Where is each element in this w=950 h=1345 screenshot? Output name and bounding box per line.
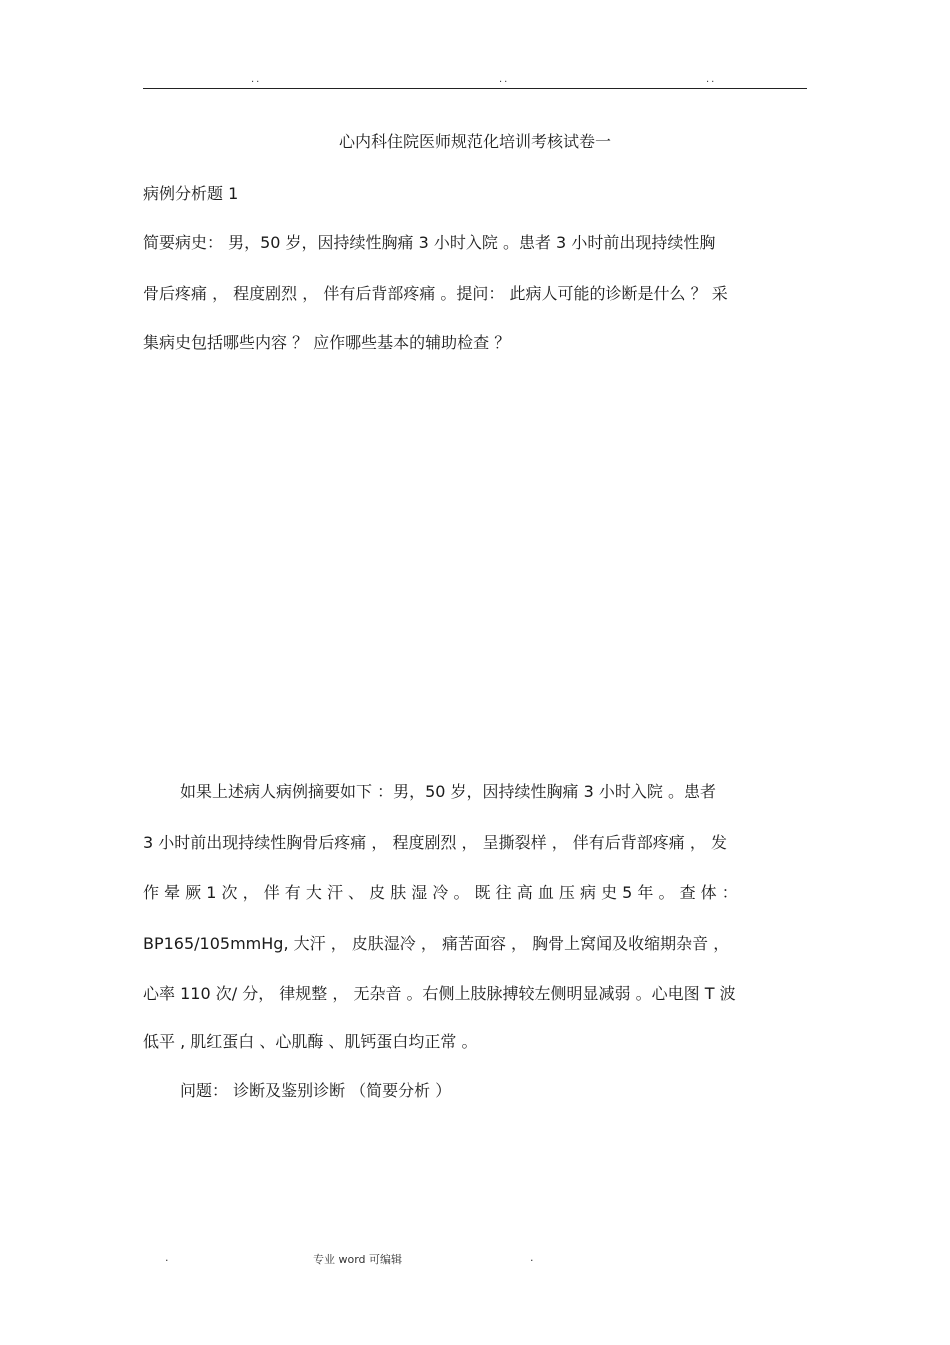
- case1-line-2: 骨后疼痛 ， 程度剧烈 ， 伴有后背部疼痛 。提问： 此病人可能的诊断是什么 ？ 采: [143, 284, 728, 303]
- case1-line-3: 集病史包括哪些内容 ？ 应作哪些基本的辅助检查 ？: [143, 333, 511, 352]
- footer-dot-left: .: [165, 1251, 169, 1264]
- case1-heading: 病例分析题 1: [143, 184, 239, 203]
- case2-question: 问题： 诊断及鉴别诊断 （简要分析 ）: [180, 1081, 452, 1100]
- case2-line-1: 如果上述病人病例摘要如下 ：男，50 岁，因持续性胸痛 3 小时入院 。患者: [180, 782, 716, 801]
- header-rule: [143, 88, 807, 89]
- case1-line-1: 简要病史： 男，50 岁，因持续性胸痛 3 小时入院 。患者 3 小时前出现持续性胸: [143, 233, 716, 252]
- case2-line-5: 心率 110 次/ 分， 律规整 ， 无杂音 。右侧上肢脉搏较左侧明显减弱 。心电图 T 波: [143, 984, 736, 1003]
- header-dots-center: ..: [499, 74, 510, 85]
- case2-line-3: 作 晕 厥 1 次 ， 伴 有 大 汗 、 皮 肤 湿 冷 。 既 往 高 血 压 病 史 5 年 。 查 体 ：: [143, 883, 738, 902]
- case2-line-6: 低平 , 肌红蛋白 、心肌酶 、肌钙蛋白均正常 。: [143, 1032, 478, 1051]
- header-dots-right: ..: [706, 74, 717, 85]
- footer-text: 专业 word 可编辑: [313, 1253, 403, 1266]
- case2-line-4: BP165/105mmHg, 大汗 ， 皮肤湿冷 ， 痛苦面容 ， 胸骨上窝闻及收缩期杂音 ，: [143, 934, 730, 953]
- document-title: 心内科住院医师规范化培训考核试卷一: [338, 132, 611, 151]
- case2-line-2: 3 小时前出现持续性胸骨后疼痛 ， 程度剧烈 ， 呈撕裂样 ， 伴有后背部疼痛 ， 发: [143, 833, 727, 852]
- header-dots-left: ..: [251, 74, 262, 85]
- footer-dot-right: .: [530, 1251, 534, 1264]
